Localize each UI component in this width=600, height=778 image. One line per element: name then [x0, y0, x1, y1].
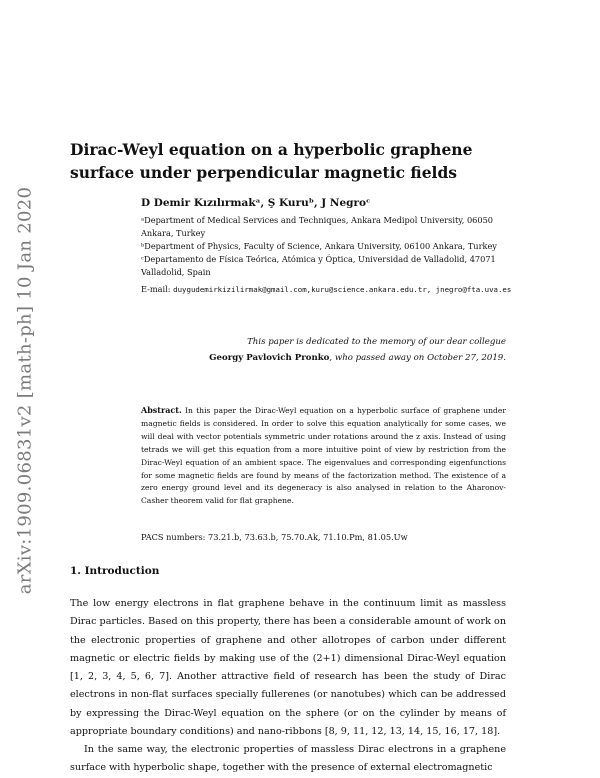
arxiv-identifier-text: arXiv:1909.06831v2 [math-ph] 10 Jan 2020 — [14, 186, 36, 594]
abstract-label: Abstract. — [141, 405, 182, 415]
dedication-line-2 — [141, 352, 506, 365]
affiliation-b: ᵇDepartment of Physics, Faculty of Science, Ankara University, 06100 Ankara, Turkey — [141, 241, 497, 251]
dedication-line-1: This paper is dedicated to the memory of our dear collegue — [247, 337, 506, 347]
section-heading-introduction: 1. Introduction — [70, 565, 160, 577]
contact-emails — [141, 283, 511, 296]
intro-paragraph-2: In the same way, the electronic properties of massless Dirac electrons in a graphene surface with hyperbolic shape, together with the presence of external electromagnetic — [70, 744, 506, 774]
intro-paragraph-1: The low energy electrons in flat graphene behave in the continuum limit as massless Dirac particles. Based on this property, there has been a considerable amount of work on the electronic properties of graphene and other allotropes of carbon under different magnetic or electric fields by making use of the (2+1) dimensional Dirac-Weyl equation [1, 2, 3, 4, 5, 6, 7]. Another attractive field of research has been the study of Dirac electrons in non-flat surfaces specially fullerenes (or nanotubes) which can be addressed by expressing the Dirac-Weyl equation on the sphere (or on the cylinder by means of appropriate boundary conditions) and nano-ribbons [8, 9, 11, 12, 13, 14, 15, 16, 17, 18]. — [70, 598, 506, 738]
email-addresses: duygudemirkizilirmak@gmail.com,kuru@science.ankara.edu.tr, jnegro@fta.uva.es — [173, 285, 512, 294]
affiliation-c: ᶜDepartamento de Física Teórica, Atómica y Óptica, Universidad de Valladolid, 47071 Valladolid, Spain — [141, 254, 496, 277]
email-label: E-mail: — [141, 284, 171, 294]
dedication-text: , who passed away on October 27, 2019. — [329, 353, 506, 363]
affiliation-a: ᵃDepartment of Medical Services and Techniques, Ankara Medipol University, 06050 Ankara, Turkey — [141, 215, 494, 238]
arxiv-identifier — [10, 186, 40, 594]
abstract-text: In this paper the Dirac-Weyl equation on a hyperbolic surface of graphene under magnetic fields is considered. In order to solve this equation analytically for some cases, we will deal with vector potentials symmetric under rotations around the z axis. Instead of using tetrads we will get this equation from a more intuitive point of view by restriction from the Dirac-Weyl equation of an ambient space. The eigenvalues and corresponding eigenfunctions for some magnetic fields are found by means of the factorization method. The existence of a zero energy ground level and its degeneracy is also analysed in relation to the Aharonov-Casher theorem valid for flat graphene. — [141, 406, 507, 506]
paper-title: Dirac-Weyl equation on a hyperbolic graphene surface under perpendicular magnetic fields — [70, 140, 473, 182]
dedication-name: Georgy Pavlovich Pronko — [209, 353, 330, 363]
author-list: D Demir Kızılırmakᵃ, Ş Kuruᵇ, J Negroᶜ — [141, 197, 371, 209]
pacs-numbers: PACS numbers: 73.21.b, 73.63.b, 75.70.Ak, 71.10.Pm, 81.05.Uw — [141, 532, 408, 542]
abstract — [141, 404, 506, 508]
